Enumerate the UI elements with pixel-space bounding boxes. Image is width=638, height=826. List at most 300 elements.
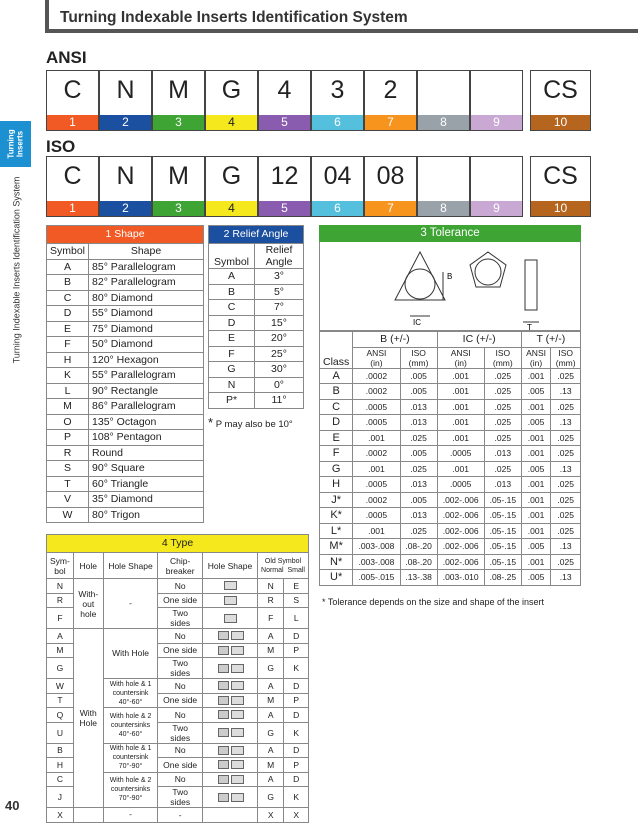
shape-symbol: O <box>47 414 89 430</box>
type-col-small: Small <box>287 566 305 574</box>
relief-angle: 3° <box>255 269 304 285</box>
tolerance-col-class: Class <box>320 332 353 369</box>
ansi-position-number: 3 <box>153 115 204 130</box>
tolerance-value: .001 <box>521 523 551 539</box>
ansi-code-box-3 <box>152 70 205 131</box>
type-chipbreaker: Two sides <box>158 787 203 808</box>
ansi-code-letter: N <box>116 76 135 104</box>
type-hole: With-out hole <box>73 579 103 629</box>
shape-row <box>47 368 204 384</box>
tolerance-value: .025 <box>551 508 581 524</box>
iso-code-box-2 <box>99 156 152 217</box>
tolerance-subheader: ISO (mm) <box>400 347 437 368</box>
tolerance-value: .001 <box>437 415 484 431</box>
type-hole-shape: With hole & 2 countersinks 70°-90° <box>103 772 158 808</box>
type-chipbreaker: Two sides <box>158 658 203 679</box>
type-chipbreaker: No <box>158 743 203 758</box>
shape-row <box>47 337 204 353</box>
type-symbol: F <box>47 608 74 629</box>
iso-code-letter: G <box>221 162 242 190</box>
ansi-code-letter: 2 <box>383 76 398 104</box>
iso-position-number: 3 <box>153 201 204 216</box>
relief-row <box>209 393 304 409</box>
type-hole-shape-icon <box>202 693 257 708</box>
relief-angle: 0° <box>255 377 304 393</box>
tolerance-value: .013 <box>400 477 437 493</box>
tolerance-value: .013 <box>484 477 521 493</box>
type-col-chipbreaker: Chip-breaker <box>158 553 203 579</box>
diagram-t-label: T <box>527 323 532 331</box>
tolerance-class: E <box>320 430 353 446</box>
tolerance-value: .025 <box>484 430 521 446</box>
type-chipbreaker: One side <box>158 593 203 608</box>
type-symbol: N <box>47 579 74 594</box>
type-col-hole: Hole <box>73 553 103 579</box>
ansi-code-box-4 <box>205 70 258 131</box>
tolerance-value: .0002 <box>353 446 400 462</box>
diagram-ic-label: IC <box>413 318 421 327</box>
type-symbol: T <box>47 693 74 708</box>
tolerance-value: .002-.006 <box>437 539 484 555</box>
type-hole-shape: With Hole <box>103 629 158 679</box>
tolerance-value: .013 <box>400 399 437 415</box>
ansi-code-box-6 <box>311 70 364 131</box>
shape-row <box>47 492 204 508</box>
type-symbol: B <box>47 743 74 758</box>
shape-name: 75° Diamond <box>89 321 204 337</box>
shape-row <box>47 476 204 492</box>
shape-symbol: K <box>47 368 89 384</box>
type-old-normal: M <box>258 643 284 658</box>
iso-code-box-9 <box>470 156 523 217</box>
tolerance-group-b: B (+/-) <box>353 332 437 348</box>
insert-top-icon <box>218 681 229 690</box>
tolerance-value: .05-.15 <box>484 492 521 508</box>
ansi-position-number: 9 <box>471 115 522 130</box>
type-col-normal: Normal <box>261 566 284 574</box>
tolerance-group-t: T (+/-) <box>521 332 580 348</box>
tolerance-value: .001 <box>353 461 400 477</box>
type-row <box>47 808 309 823</box>
tolerance-value: .001 <box>521 477 551 493</box>
tolerance-value: .005 <box>521 461 551 477</box>
shape-row <box>47 399 204 415</box>
tolerance-row <box>320 430 581 446</box>
relief-row <box>209 346 304 362</box>
insert-section-icon <box>231 646 244 655</box>
tolerance-value: .005 <box>400 368 437 384</box>
shape-symbol: V <box>47 492 89 508</box>
tolerance-value: .025 <box>400 523 437 539</box>
iso-code-box-1 <box>46 156 99 217</box>
tolerance-row <box>320 368 581 384</box>
insert-top-icon <box>218 760 229 769</box>
tolerance-value: .001 <box>521 399 551 415</box>
tolerance-value: .005 <box>400 384 437 400</box>
shape-row <box>47 306 204 322</box>
tolerance-value: .0005 <box>437 477 484 493</box>
page-number: 40 <box>5 798 20 813</box>
tolerance-value: .025 <box>551 492 581 508</box>
tolerance-class: C <box>320 399 353 415</box>
tolerance-value: .025 <box>551 523 581 539</box>
shape-row <box>47 275 204 291</box>
type-old-small: D <box>284 679 309 694</box>
tolerance-value: .002-.006 <box>437 492 484 508</box>
iso-code-letter: CS <box>543 162 578 190</box>
shape-name: 55° Diamond <box>89 306 204 322</box>
type-symbol: C <box>47 772 74 787</box>
tolerance-value: .025 <box>400 430 437 446</box>
type-hole-shape-icon <box>202 743 257 758</box>
type-col-symbol: Sym-bol <box>47 553 74 579</box>
tolerance-subheader: ISO (mm) <box>551 347 581 368</box>
tolerance-value: .005 <box>521 415 551 431</box>
shape-row <box>47 461 204 477</box>
tolerance-value: .001 <box>521 368 551 384</box>
tolerance-class: L* <box>320 523 353 539</box>
iso-code-letter: 04 <box>323 162 352 190</box>
tolerance-value: .025 <box>484 384 521 400</box>
shape-name: 108° Pentagon <box>89 430 204 446</box>
page-title: Turning Indexable Inserts Identification System <box>60 9 408 26</box>
tolerance-value: .002-.006 <box>437 508 484 524</box>
shape-name: 60° Triangle <box>89 476 204 492</box>
shape-row <box>47 259 204 275</box>
tolerance-class: G <box>320 461 353 477</box>
shape-symbol: T <box>47 476 89 492</box>
relief-angle: 11° <box>255 393 304 409</box>
shape-row <box>47 445 204 461</box>
tolerance-value: .001 <box>437 430 484 446</box>
iso-position-number: 6 <box>312 201 363 216</box>
insert-dimension-diagram <box>320 242 582 331</box>
tolerance-value: .08-.20 <box>400 539 437 555</box>
tolerance-value: .001 <box>437 461 484 477</box>
tolerance-row <box>320 399 581 415</box>
type-old-normal: A <box>258 629 284 644</box>
relief-symbol: G <box>209 362 255 378</box>
tolerance-value: .013 <box>400 508 437 524</box>
tolerance-value: .025 <box>551 446 581 462</box>
tolerance-value: .13 <box>551 570 581 586</box>
type-old-normal: A <box>258 708 284 723</box>
ansi-code-letter: CS <box>543 76 578 104</box>
tolerance-value: .001 <box>437 384 484 400</box>
type-old-normal: X <box>258 808 284 823</box>
type-chipbreaker: No <box>158 772 203 787</box>
type-col-hole-shape: Hole Shape <box>103 553 158 579</box>
type-hole-shape-icon <box>202 593 257 608</box>
type-old-normal: A <box>258 743 284 758</box>
relief-col-angle-2: Angle <box>265 256 293 268</box>
shape-row <box>47 383 204 399</box>
iso-code-letter: C <box>63 162 82 190</box>
side-section-label: Turning Indexable Inserts Identification System <box>11 176 22 364</box>
type-row <box>47 579 309 594</box>
relief-col-angle-1: Relief <box>265 244 293 256</box>
type-row <box>47 629 309 644</box>
type-col-old-symbol: Old Symbol <box>264 557 302 565</box>
tolerance-value: .005 <box>521 539 551 555</box>
tolerance-note: * Tolerance depends on the size and shape of the insert <box>322 597 544 607</box>
tolerance-value: .13 <box>551 539 581 555</box>
insert-section-icon <box>231 793 244 802</box>
shape-name: 50° Diamond <box>89 337 204 353</box>
iso-code-letter: M <box>168 162 189 190</box>
ansi-position-number: 4 <box>206 115 257 130</box>
tolerance-value: .0005 <box>353 477 400 493</box>
type-old-small: P <box>284 758 309 773</box>
type-symbol: H <box>47 758 74 773</box>
tolerance-value: .003-.008 <box>353 554 400 570</box>
type-symbol: X <box>47 808 74 823</box>
type-chipbreaker: No <box>158 708 203 723</box>
type-hole-shape: - <box>103 808 158 823</box>
insert-section-icon <box>224 596 237 605</box>
relief-angle: 30° <box>255 362 304 378</box>
shape-symbol: W <box>47 507 89 523</box>
tolerance-row <box>320 508 581 524</box>
tolerance-row <box>320 554 581 570</box>
insert-top-icon <box>218 631 229 640</box>
tolerance-row <box>320 477 581 493</box>
shape-row <box>47 430 204 446</box>
ansi-code-letter: M <box>168 76 189 104</box>
insert-section-icon <box>231 710 244 719</box>
iso-code-box-7 <box>364 156 417 217</box>
type-hole-shape-icon <box>202 722 257 743</box>
tolerance-value: .013 <box>484 446 521 462</box>
shape-name: 90° Rectangle <box>89 383 204 399</box>
tolerance-row <box>320 523 581 539</box>
ansi-code-box-1 <box>46 70 99 131</box>
shape-symbol: R <box>47 445 89 461</box>
ansi-position-number: 8 <box>418 115 469 130</box>
iso-position-number: 8 <box>418 201 469 216</box>
iso-code-letter: 12 <box>270 162 299 190</box>
shape-name: 85° Parallelogram <box>89 259 204 275</box>
insert-top-icon <box>218 728 229 737</box>
tolerance-value: .0005 <box>353 415 400 431</box>
ansi-code-letter: G <box>221 76 242 104</box>
tolerance-value: .005 <box>521 570 551 586</box>
shape-symbol: D <box>47 306 89 322</box>
insert-section-icon <box>231 631 244 640</box>
type-old-small: K <box>284 722 309 743</box>
tolerance-group-ic: IC (+/-) <box>437 332 521 348</box>
tolerance-value: .0005 <box>353 399 400 415</box>
insert-section-icon <box>231 728 244 737</box>
tolerance-value: .001 <box>521 446 551 462</box>
relief-symbol: E <box>209 331 255 347</box>
tolerance-value: .003-.008 <box>353 539 400 555</box>
ansi-position-number: 1 <box>47 115 98 130</box>
shape-symbol: C <box>47 290 89 306</box>
iso-code-box-3 <box>152 156 205 217</box>
relief-row <box>209 377 304 393</box>
iso-position-number: 2 <box>100 201 151 216</box>
type-chipbreaker: One side <box>158 758 203 773</box>
tolerance-row <box>320 461 581 477</box>
type-old-small: L <box>284 608 309 629</box>
relief-note: * P may also be 10° <box>208 415 293 430</box>
relief-col-symbol: Symbol <box>209 244 255 269</box>
ansi-code-letter: 4 <box>277 76 292 104</box>
type-hole-shape: With hole & 2 countersinks 40°-60° <box>103 708 158 744</box>
ansi-position-number: 2 <box>100 115 151 130</box>
insert-section-icon <box>231 760 244 769</box>
tolerance-class: J* <box>320 492 353 508</box>
type-hole-shape-icon <box>202 643 257 658</box>
type-chipbreaker: Two sides <box>158 722 203 743</box>
diagram-b-label: B <box>447 272 453 281</box>
type-chipbreaker: No <box>158 579 203 594</box>
relief-row <box>209 269 304 285</box>
shape-name: 135° Octagon <box>89 414 204 430</box>
relief-angle-table <box>208 225 304 409</box>
iso-position-number: 1 <box>47 201 98 216</box>
tolerance-value: .08-.20 <box>400 554 437 570</box>
shape-name: Round <box>89 445 204 461</box>
insert-section-icon <box>224 581 237 590</box>
shape-name: 35° Diamond <box>89 492 204 508</box>
tolerance-value: .001 <box>521 508 551 524</box>
tolerance-class: A <box>320 368 353 384</box>
tolerance-value: .001 <box>353 430 400 446</box>
shape-symbol: B <box>47 275 89 291</box>
tolerance-table <box>319 331 581 586</box>
type-chipbreaker: No <box>158 629 203 644</box>
type-old-small: P <box>284 693 309 708</box>
type-old-normal: M <box>258 758 284 773</box>
type-hole-shape-icon <box>202 579 257 594</box>
type-old-small: P <box>284 643 309 658</box>
tolerance-value: .08-.25 <box>484 570 521 586</box>
ansi-code-box-7 <box>364 70 417 131</box>
shape-symbol: H <box>47 352 89 368</box>
tolerance-subheader: ISO (mm) <box>484 347 521 368</box>
insert-section-icon <box>231 681 244 690</box>
ansi-code-letter: 3 <box>330 76 345 104</box>
tolerance-row <box>320 415 581 431</box>
shape-symbol: S <box>47 461 89 477</box>
ansi-position-number: 10 <box>531 115 590 130</box>
tolerance-diagram <box>319 242 581 331</box>
type-old-small: E <box>284 579 309 594</box>
shape-row <box>47 290 204 306</box>
tolerance-class: K* <box>320 508 353 524</box>
tolerance-value: .05-.15 <box>484 539 521 555</box>
type-old-normal: F <box>258 608 284 629</box>
shape-row <box>47 321 204 337</box>
insert-top-icon <box>218 775 229 784</box>
type-symbol: G <box>47 658 74 679</box>
tolerance-row <box>320 539 581 555</box>
iso-position-number: 9 <box>471 201 522 216</box>
insert-top-icon <box>218 746 229 755</box>
type-old-normal: A <box>258 679 284 694</box>
iso-position-number: 7 <box>365 201 416 216</box>
shape-row <box>47 414 204 430</box>
relief-angle: 7° <box>255 300 304 316</box>
tolerance-value: .025 <box>400 461 437 477</box>
relief-symbol: N <box>209 377 255 393</box>
ansi-position-number: 6 <box>312 115 363 130</box>
type-old-small: D <box>284 772 309 787</box>
iso-code-box-8 <box>417 156 470 217</box>
iso-code-letter: 08 <box>376 162 405 190</box>
type-table-title: 4 Type <box>47 535 309 553</box>
type-hole: With Hole <box>73 629 103 808</box>
type-hole <box>73 808 103 823</box>
ansi-code-box-8 <box>417 70 470 131</box>
tolerance-value: .025 <box>551 368 581 384</box>
type-hole-shape: With hole & 1 countersink 40°-60° <box>103 679 158 708</box>
relief-row <box>209 331 304 347</box>
iso-code-box-5 <box>258 156 311 217</box>
type-old-normal: G <box>258 787 284 808</box>
relief-row <box>209 362 304 378</box>
ansi-label: ANSI <box>46 48 87 67</box>
insert-top-icon <box>218 793 229 802</box>
shape-name: 80° Trigon <box>89 507 204 523</box>
type-symbol: Q <box>47 708 74 723</box>
type-chipbreaker: - <box>158 808 203 823</box>
tolerance-class: D <box>320 415 353 431</box>
side-tab-turning-inserts[interactable]: Turning Inserts <box>0 121 31 167</box>
tolerance-value: .005-.015 <box>353 570 400 586</box>
type-old-normal: R <box>258 593 284 608</box>
shape-name: 55° Parallelogram <box>89 368 204 384</box>
type-hole-shape-icon <box>202 787 257 808</box>
relief-symbol: C <box>209 300 255 316</box>
tolerance-class: U* <box>320 570 353 586</box>
tolerance-class: B <box>320 384 353 400</box>
insert-section-icon <box>231 664 244 673</box>
tolerance-row <box>320 570 581 586</box>
type-old-small: K <box>284 787 309 808</box>
type-old-normal: M <box>258 693 284 708</box>
type-symbol: W <box>47 679 74 694</box>
type-hole-shape-icon <box>202 608 257 629</box>
shape-col-shape: Shape <box>89 244 204 260</box>
tolerance-value: .0005 <box>353 508 400 524</box>
tolerance-value: .001 <box>521 554 551 570</box>
ansi-position-number: 7 <box>365 115 416 130</box>
type-hole-shape-icon <box>202 772 257 787</box>
type-chipbreaker: One side <box>158 693 203 708</box>
type-old-normal: G <box>258 722 284 743</box>
tolerance-value: .003-.010 <box>437 570 484 586</box>
insert-section-icon <box>231 775 244 784</box>
tolerance-value: .005 <box>521 384 551 400</box>
insert-section-icon <box>231 696 244 705</box>
insert-top-icon <box>218 696 229 705</box>
type-col-hole-shape-2: Hole Shape <box>202 553 257 579</box>
type-symbol: U <box>47 722 74 743</box>
relief-symbol: P* <box>209 393 255 409</box>
type-hole-shape-icon <box>202 758 257 773</box>
iso-code-box-4 <box>205 156 258 217</box>
tolerance-value: .0002 <box>353 492 400 508</box>
tolerance-value: .025 <box>551 477 581 493</box>
tolerance-value: .002-.006 <box>437 523 484 539</box>
shape-symbol: M <box>47 399 89 415</box>
tolerance-value: .001 <box>521 492 551 508</box>
tolerance-value: .13-.38 <box>400 570 437 586</box>
iso-code-box-10 <box>530 156 591 217</box>
